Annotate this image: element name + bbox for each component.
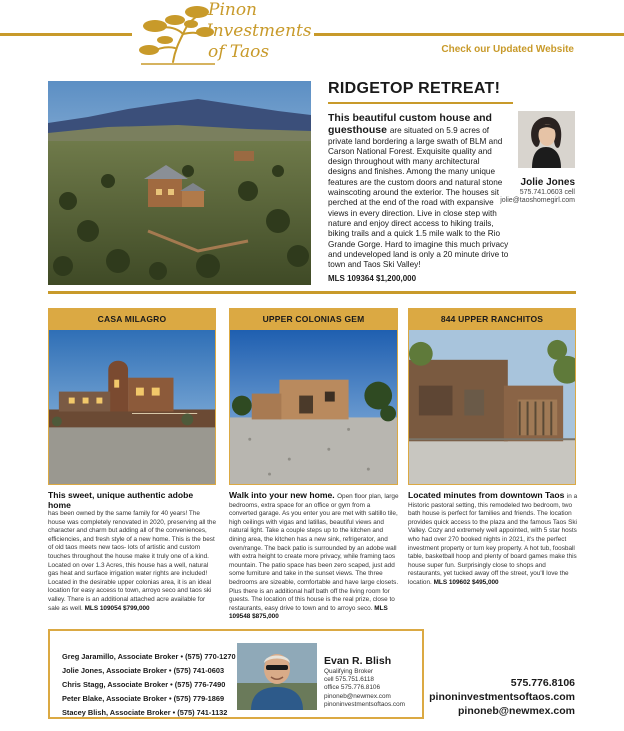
broker-line: Stacey Blish, Associate Broker • (575) 741-1132 (62, 708, 228, 717)
agent-portrait-photo (518, 111, 575, 168)
broker-line: Chris Stagg, Associate Broker • (575) 776-7490 (62, 680, 226, 689)
broker-line: Peter Blake, Associate Broker • (575) 779-1869 (62, 694, 225, 703)
listing-description-casa-milagro (48, 490, 218, 613)
agent-name: Jolie Jones (520, 177, 575, 188)
office-contact-block (429, 676, 575, 718)
listing-lead: Located minutes from downtown Taos (408, 490, 567, 500)
qualifying-broker-email-link[interactable]: pinoneb@newmex.com (324, 692, 391, 700)
office-website-link[interactable]: pinoninvestmentsoftaos.com (429, 691, 575, 703)
logo-line-3: of Taos (208, 42, 270, 62)
qualifying-broker-cell: cell 575.751.6118 (324, 676, 374, 684)
listing-body: in a Historic pastoral setting, this remodeled two bedroom, two bath house is perfect for families and friends. The location provides quick access to the plaza and the famous Taos Ski Valley. Cozy and extremely well appointed, with 5 star hosts who had over 270 booked nights in 2021, it's the perfect investment property or turn key property. A hot tub, foosball table, basketball hoop and plenty of board games make this house super fun. Surprisingly close to shops and restaurants, yet tucked away off the street, you'll love the location. (408, 493, 578, 586)
listing-mls-price: MLS 109602 $495,000 (433, 578, 499, 586)
listing-card-844-upper-ranchitos (408, 308, 576, 485)
office-phone: 575.776.8106 (510, 677, 575, 689)
listing-header (408, 308, 576, 330)
listing-title: UPPER COLONIAS GEM (262, 314, 365, 324)
qualifying-broker-name: Evan R. Blish (324, 655, 392, 667)
listing-title: CASA MILAGRO (97, 314, 167, 324)
listing-title: 844 UPPER RANCHITOS (440, 314, 544, 324)
hero-mls-price: MLS 109364 $1,200,000 (328, 274, 417, 283)
listing-description-844-upper-ranchitos (408, 490, 578, 588)
associate-broker-list (62, 650, 236, 720)
qualifying-broker-office: office 575.776.8106 (324, 684, 381, 692)
qualifying-broker-role: Qualifying Broker (324, 668, 374, 675)
listing-description-upper-colonias-gem (229, 490, 399, 622)
updated-website-link[interactable]: Check our Updated Website (441, 44, 574, 55)
header-rule-right (314, 33, 624, 36)
qualifying-broker-photo (237, 643, 317, 710)
section-divider (48, 291, 576, 294)
qualifying-broker-info (324, 668, 405, 709)
hero-title: RIDGETOP RETREAT! (328, 80, 501, 97)
upper-colonias-gem-photo (229, 330, 398, 485)
logo-line-2: Investments (206, 21, 312, 41)
upper-ranchitos-photo (408, 330, 576, 485)
agent-cell-phone: 575.741.0603 cell (519, 189, 575, 196)
company-logo-text (206, 0, 312, 63)
hero-lead: This beautiful custom house and guesthouse (328, 112, 492, 137)
listing-mls-price: MLS 109054 $799,000 (84, 604, 150, 612)
hero-body-text: are situated on 5.9 acres of private land bordering a large swath of BLM and Carson National Forest. Exquisite quality and design throughout with many architectural designs and finishes. Among the many unique features are the custom doors and natural stone wainscoting around the exterior. The houses sit perched at the end of the road with expansive views in every direction. Live in close step with nature and enjoy direct access to hiking trails, biking trails and a quick 1.5 mile walk to the Rio Grande Gorge. Hard to imagine this much privacy and undeveloped land is only a 20 minute drive to town and Taos Ski Valley! (328, 126, 509, 270)
agent-email-link[interactable]: jolie@taoshomegirl.com (500, 197, 575, 204)
qualifying-broker-website-link[interactable]: pinoninvestmentsoftaos.com (324, 700, 405, 708)
logo-line-1: Pinon (208, 0, 258, 20)
broker-line: Greg Jaramillo, Associate Broker • (575) 770-1270 (62, 652, 236, 661)
listing-mls-price: MLS 109548 $875,000 (229, 604, 388, 621)
office-email-link[interactable]: pinoneb@newmex.com (457, 705, 575, 717)
listing-header (48, 308, 216, 330)
ridgetop-retreat-photo (48, 81, 311, 285)
header-rule-left (0, 33, 132, 36)
listing-card-casa-milagro (48, 308, 216, 485)
listing-lead: This sweet, unique authentic adobe home (48, 490, 194, 510)
broker-line: Jolie Jones, Associate Broker • (575) 741-0603 (62, 666, 225, 675)
listing-body: has been owned by the same family for 40 years! The house was completely renovated in 2020, preserving all the character and charm but adding all of the conveniences, efficiencies, and fresh style of a new home. This is the best of old taos meets new taos- lots of artistic and custom touches throughout the house make it truly one of a kind. Located on over 1.3 Acres, this house has a well, natural gas heat and surface irrigation water rights are included! Located in the desirable upper colonias area, it is an ideal location for easy access to town, arroyo seco and taos ski valley. There is an additional attached acre available for sale as well. (48, 510, 217, 612)
hero-description (328, 112, 510, 270)
casa-milagro-photo (48, 330, 216, 485)
listing-header (229, 308, 398, 330)
hero-title-rule (328, 102, 513, 104)
listing-lead: Walk into your new home. (229, 490, 338, 500)
listing-card-upper-colonias-gem (229, 308, 398, 485)
listing-body: Open floor plan, large bedrooms, extra space for an office or gym from a converted garage. As you enter you are met with saltillo tile, high ceilings with vigas and latillas, beautiful views and natural light. Take a couple steps up to the kitchen and dining area, the kitchen has a new sink, refrigerator, and oven/range. The back patio is surrounded by an adobe wall with extra height to create more privacy, while framing taos mountain. The patio space has been zero scaped, just add some furniture and take in the sunset views. The three bedrooms are sizeable, comfortable and have large closets. Plus there is an additional half bath off the living room for guests. The location of this house is the real prize, close to restaurants, easy drive to town and to arroyo seco. (229, 493, 399, 612)
